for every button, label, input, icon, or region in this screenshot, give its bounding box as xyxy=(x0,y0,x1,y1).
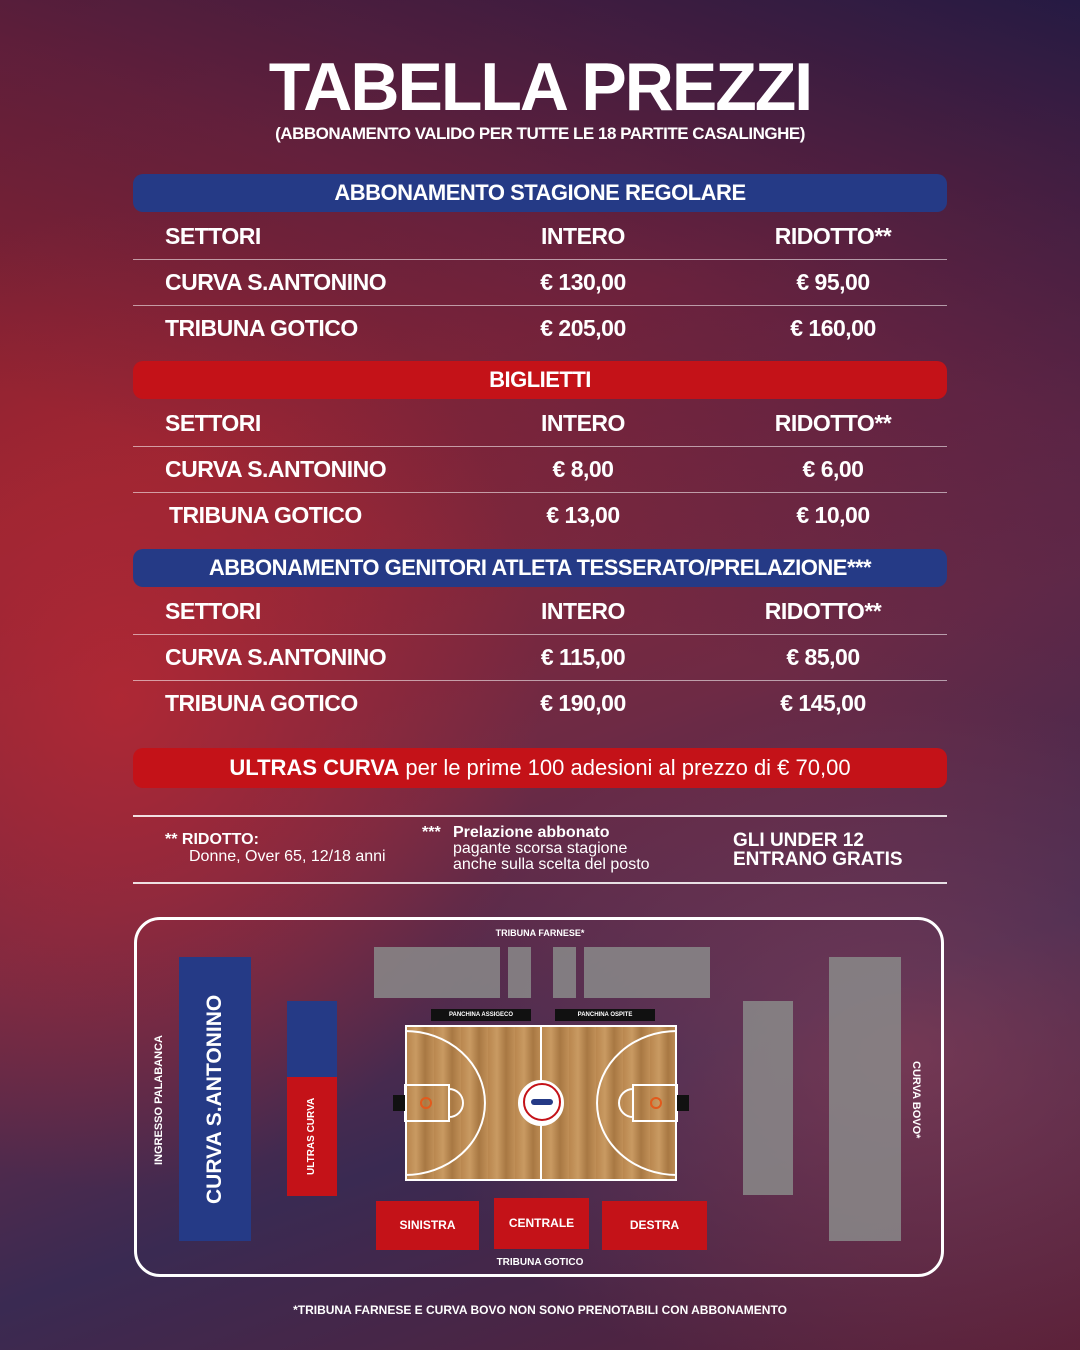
row-sector: TRIBUNA GOTICO xyxy=(165,690,358,716)
curva-bovo-block xyxy=(829,957,901,1241)
assigeco-logo-icon xyxy=(523,1083,561,1121)
row-intero: € 115,00 xyxy=(540,644,626,670)
hoop-left xyxy=(421,1098,431,1108)
col-intero: INTERO xyxy=(541,410,625,436)
ultras-rest: per le prime 100 adesioni al prezzo di € 70,00 xyxy=(399,755,851,780)
row-ridotto: € 145,00 xyxy=(780,690,866,716)
ultras-bold: ULTRAS CURVA xyxy=(229,755,400,780)
table-row xyxy=(133,680,947,726)
curva-bovo-label: CURVA BOVO* xyxy=(910,1061,922,1139)
tribuna-gotico-centrale: CENTRALE xyxy=(494,1198,589,1249)
row-intero: € 205,00 xyxy=(540,315,626,341)
prelazione-l1: Prelazione abbonato xyxy=(453,824,610,841)
key-left xyxy=(405,1085,449,1121)
row-ridotto: € 85,00 xyxy=(786,644,860,670)
row-ridotto: € 10,00 xyxy=(796,502,870,528)
ultras-banner xyxy=(133,748,947,788)
under12-l1: GLI UNDER 12 xyxy=(733,830,864,851)
hoop-right xyxy=(651,1098,661,1108)
panchina-away: PANCHINA OSPITE xyxy=(555,1009,655,1021)
three-point-arc-left xyxy=(405,1031,485,1175)
col-settori: SETTORI xyxy=(165,223,261,249)
section-heading-genitori: ABBONAMENTO GENITORI ATLETA TESSERATO/PRELAZIONE*** xyxy=(133,549,947,587)
row-ridotto: € 6,00 xyxy=(802,456,864,482)
divider xyxy=(133,882,947,884)
col-ridotto: RIDOTTO** xyxy=(774,410,892,436)
divider xyxy=(133,815,947,817)
table-header-row xyxy=(133,588,947,635)
col-settori: SETTORI xyxy=(165,598,261,624)
col-intero: INTERO xyxy=(541,598,625,624)
row-intero: € 190,00 xyxy=(540,690,626,716)
tribuna-farnese-label: TRIBUNA FARNESE* xyxy=(495,928,585,938)
row-ridotto: € 95,00 xyxy=(796,269,870,295)
page-subtitle: (ABBONAMENTO VALIDO PER TUTTE LE 18 PARTITE CASALINGHE) xyxy=(275,124,805,143)
prelazione-l3: anche sulla scelta del posto xyxy=(453,856,650,873)
page-title: TABELLA PREZZI xyxy=(268,49,812,125)
ridotto-note xyxy=(165,831,259,848)
table-row xyxy=(133,305,947,351)
backboard-right xyxy=(677,1095,689,1111)
col-settori: SETTORI xyxy=(165,410,261,436)
ridotto-text: Donne, Over 65, 12/18 anni xyxy=(189,848,386,865)
section-heading-regular: ABBONAMENTO STAGIONE REGOLARE xyxy=(133,174,947,212)
row-intero: € 13,00 xyxy=(546,502,620,528)
table-row xyxy=(133,492,947,538)
table-row xyxy=(133,446,947,493)
table-row xyxy=(133,634,947,681)
row-intero: € 130,00 xyxy=(540,269,626,295)
ridotto-mark: ** xyxy=(165,831,178,848)
section-heading-biglietti: BIGLIETTI xyxy=(133,361,947,399)
row-sector: TRIBUNA GOTICO xyxy=(169,502,362,528)
prelazione-mark: *** xyxy=(422,824,441,841)
tribuna-gotico-destra: DESTRA xyxy=(602,1201,707,1250)
table-row xyxy=(133,259,947,306)
tribuna-gotico-label: TRIBUNA GOTICO xyxy=(496,1257,584,1268)
backboard-left xyxy=(393,1095,405,1111)
under12-l2: ENTRANO GRATIS xyxy=(733,849,903,870)
curva-bovo-inner-block xyxy=(743,1001,793,1195)
panchina-home: PANCHINA ASSIGECO xyxy=(431,1009,531,1021)
three-point-arc-right xyxy=(597,1031,677,1175)
row-intero: € 8,00 xyxy=(552,456,614,482)
footer-note: *TRIBUNA FARNESE E CURVA BOVO NON SONO PRENOTABILI CON ABBONAMENTO xyxy=(293,1303,787,1317)
tribuna-farnese-block xyxy=(553,947,576,998)
key-right xyxy=(633,1085,677,1121)
table-header-row xyxy=(133,400,947,447)
row-sector: TRIBUNA GOTICO xyxy=(165,315,358,341)
col-ridotto: RIDOTTO** xyxy=(764,598,882,624)
tribuna-gotico-sinistra: SINISTRA xyxy=(376,1201,479,1250)
curva-santonino-label: CURVA S.ANTONINO xyxy=(203,994,226,1204)
row-ridotto: € 160,00 xyxy=(790,315,876,341)
table-header-row xyxy=(133,213,947,260)
col-ridotto: RIDOTTO** xyxy=(774,223,892,249)
col-intero: INTERO xyxy=(541,223,625,249)
row-sector: CURVA S.ANTONINO xyxy=(165,269,387,295)
prelazione-l2: pagante scorsa stagione xyxy=(453,840,628,857)
tribuna-farnese-block xyxy=(508,947,531,998)
tribuna-farnese-block xyxy=(584,947,710,998)
ultras-curva-label: ULTRAS CURVA xyxy=(306,1097,317,1176)
ridotto-title: RIDOTTO: xyxy=(181,831,259,848)
curva-blue-block xyxy=(287,1001,337,1077)
row-sector: CURVA S.ANTONINO xyxy=(165,644,387,670)
row-sector: CURVA S.ANTONINO xyxy=(165,456,387,482)
ingresso-label: INGRESSO PALABANCA xyxy=(153,1035,165,1165)
tribuna-farnese-block xyxy=(374,947,500,998)
